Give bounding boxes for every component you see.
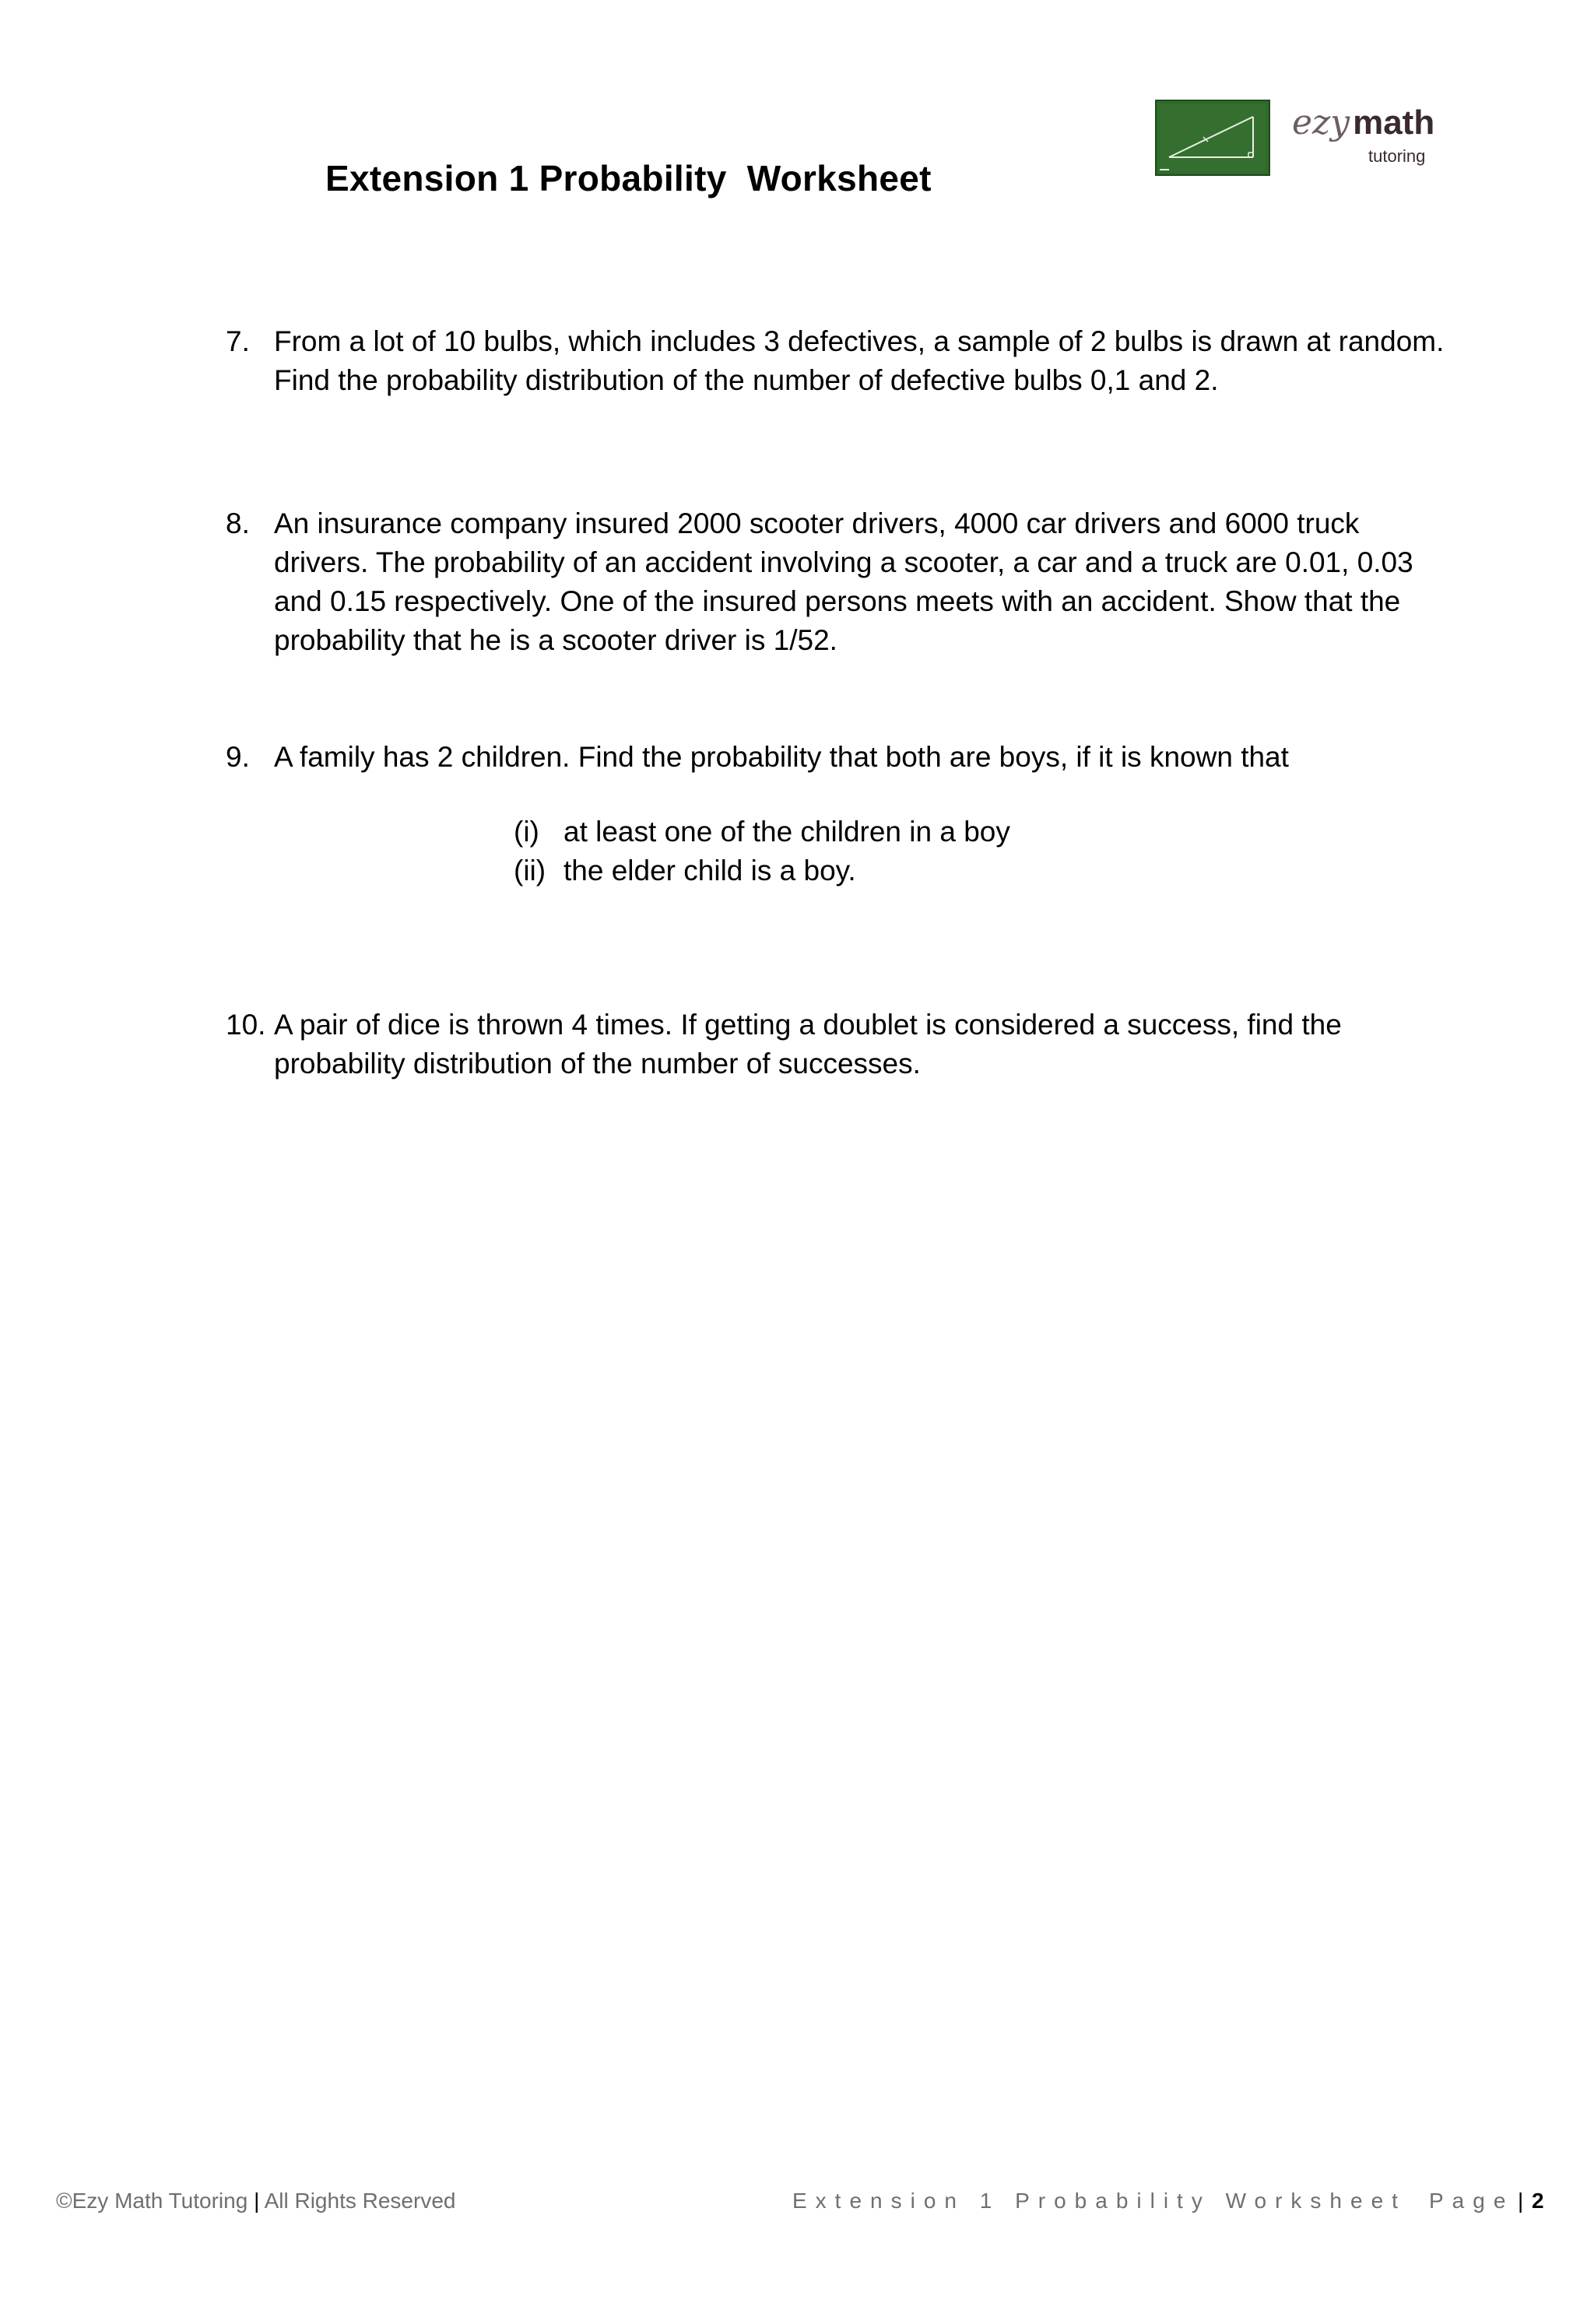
question-10	[226, 1006, 1455, 1083]
footer-page-number: 2	[1532, 2189, 1544, 2213]
question-number: 8.	[226, 507, 250, 539]
question-number: 7.	[226, 325, 250, 357]
footer-separator: |	[254, 2189, 260, 2213]
question-text: A family has 2 children. Find the probability that both are boys, if it is known that	[274, 741, 1289, 773]
subitem-text: at least one of the children in a boy	[564, 816, 1010, 848]
subitem-label: (ii)	[514, 855, 546, 886]
footer-doc-title: Extension 1 Probability Worksheet	[792, 2189, 1406, 2213]
logo-brand-ezy: ezy	[1292, 103, 1350, 142]
page-title: Extension 1 Probability Worksheet	[325, 158, 932, 198]
logo-wordmark	[1292, 103, 1435, 142]
footer-copyright	[56, 2189, 455, 2213]
subitem-label: (i)	[514, 816, 539, 848]
question-text: An insurance company insured 2000 scooter drivers, 4000 car drivers and 6000 truck drivers. The probability of an accident involving a scooter, a car and a truck are 0.01, 0.03 and 0.15 respectively. One of the insured persons meets with an accident. Show that the probability that he is a scooter driver is 1/52.	[274, 507, 1413, 656]
question-number: 10.	[226, 1009, 266, 1041]
logo-brand-tutoring: tutoring	[1368, 146, 1426, 166]
question-7	[226, 322, 1455, 400]
question-9	[226, 738, 1455, 777]
rights-text: All Rights Reserved	[264, 2189, 456, 2213]
question-text: A pair of dice is thrown 4 times. If getting a doublet is considered a success, find the probability distribution of the number of successes.	[274, 1009, 1342, 1080]
footer-page-label: Page	[1429, 2189, 1515, 2213]
subitem-text: the elder child is a boy.	[564, 855, 856, 886]
chalkboard-triangle-icon	[1155, 100, 1270, 176]
ezy-math-logo	[1155, 100, 1451, 179]
logo-brand-math: math	[1353, 104, 1435, 142]
question-text: From a lot of 10 bulbs, which includes 3 defectives, a sample of 2 bulbs is drawn at random. Find the probability distribution of the number of defective bulbs 0,1 and 2.	[274, 325, 1445, 396]
question-8	[226, 504, 1455, 660]
question-number: 9.	[226, 741, 250, 773]
copyright-text: ©Ezy Math Tutoring	[56, 2189, 248, 2213]
footer-page-separator: |	[1518, 2189, 1524, 2213]
